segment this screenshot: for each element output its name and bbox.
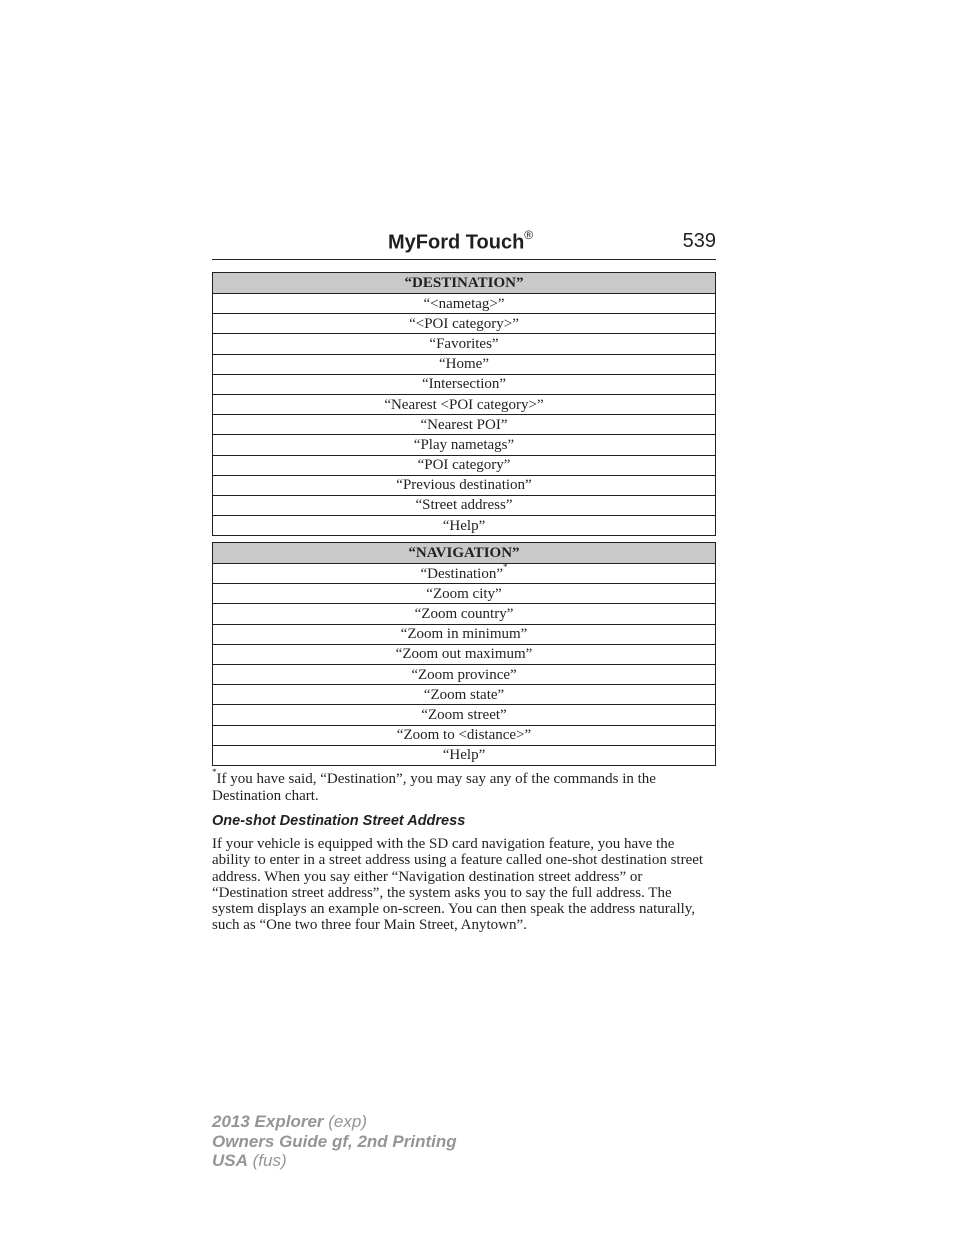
footer-line-3 xyxy=(212,1151,457,1171)
table-heading: “DESTINATION” xyxy=(213,273,716,294)
table-row: “<nametag>” xyxy=(213,294,716,314)
destination-commands-table xyxy=(212,272,716,536)
footnote-text: If you have said, “Destination”, you may say any of the commands in the Destination chart. xyxy=(212,771,656,804)
table-row: “<POI category>” xyxy=(213,314,716,334)
footer-model-code: (exp) xyxy=(328,1112,367,1131)
table-row: “Previous destination” xyxy=(213,475,716,495)
page-header xyxy=(212,229,716,260)
table-row: “Zoom province” xyxy=(213,664,716,684)
table-row: “Favorites” xyxy=(213,334,716,354)
page-title xyxy=(388,230,533,255)
table-heading: “NAVIGATION” xyxy=(213,543,716,564)
table-row: “Zoom street” xyxy=(213,705,716,725)
table-row: “Zoom country” xyxy=(213,604,716,624)
table-row: “POI category” xyxy=(213,455,716,475)
title-text: MyFord Touch xyxy=(388,231,525,254)
table-row: “Nearest <POI category>” xyxy=(213,394,716,414)
table-row: “Zoom city” xyxy=(213,584,716,604)
footer-model: 2013 Explorer xyxy=(212,1112,324,1131)
footer-guide: Owners Guide gf, 2nd Printing xyxy=(212,1131,457,1151)
table-row: “Nearest POI” xyxy=(213,415,716,435)
page-number: 539 xyxy=(682,230,716,252)
table-row: “Zoom in minimum” xyxy=(213,624,716,644)
table-row: “Intersection” xyxy=(213,374,716,394)
section-title: One-shot Destination Street Address xyxy=(212,813,466,829)
table-row: “Play nametags” xyxy=(213,435,716,455)
footnote xyxy=(212,767,716,804)
table-row: “Zoom to <distance>” xyxy=(213,725,716,745)
table-row xyxy=(213,561,716,584)
page-footer xyxy=(212,1112,457,1171)
table-row: “Help” xyxy=(213,516,716,536)
registered-mark: ® xyxy=(524,228,534,242)
table-row: “Zoom out maximum” xyxy=(213,644,716,664)
table-row: “Help” xyxy=(213,745,716,765)
footnote-marker: * xyxy=(212,767,217,777)
footer-line-1 xyxy=(212,1112,457,1132)
footer-region-code: (fus) xyxy=(252,1151,287,1170)
table-row: “Street address” xyxy=(213,495,716,515)
footer-line-2 xyxy=(212,1132,457,1152)
navigation-commands-table xyxy=(212,542,716,766)
footnote-marker: * xyxy=(502,561,508,572)
footer-region: USA xyxy=(212,1151,248,1170)
table-row: “Home” xyxy=(213,354,716,374)
section-body: If your vehicle is equipped with the SD card navigation feature, you have the ability to enter in a street address using a feature called one-shot destination street address. When you say either “Navigation destination street address” or “Destination street address”, the system asks you to say the full address. The system displays an example on-screen. You can then speak the address naturally, such as “One two three four Main Street, Anytown”. xyxy=(212,836,704,934)
table-row: “Zoom state” xyxy=(213,685,716,705)
row-text: “Destination” xyxy=(420,565,503,582)
